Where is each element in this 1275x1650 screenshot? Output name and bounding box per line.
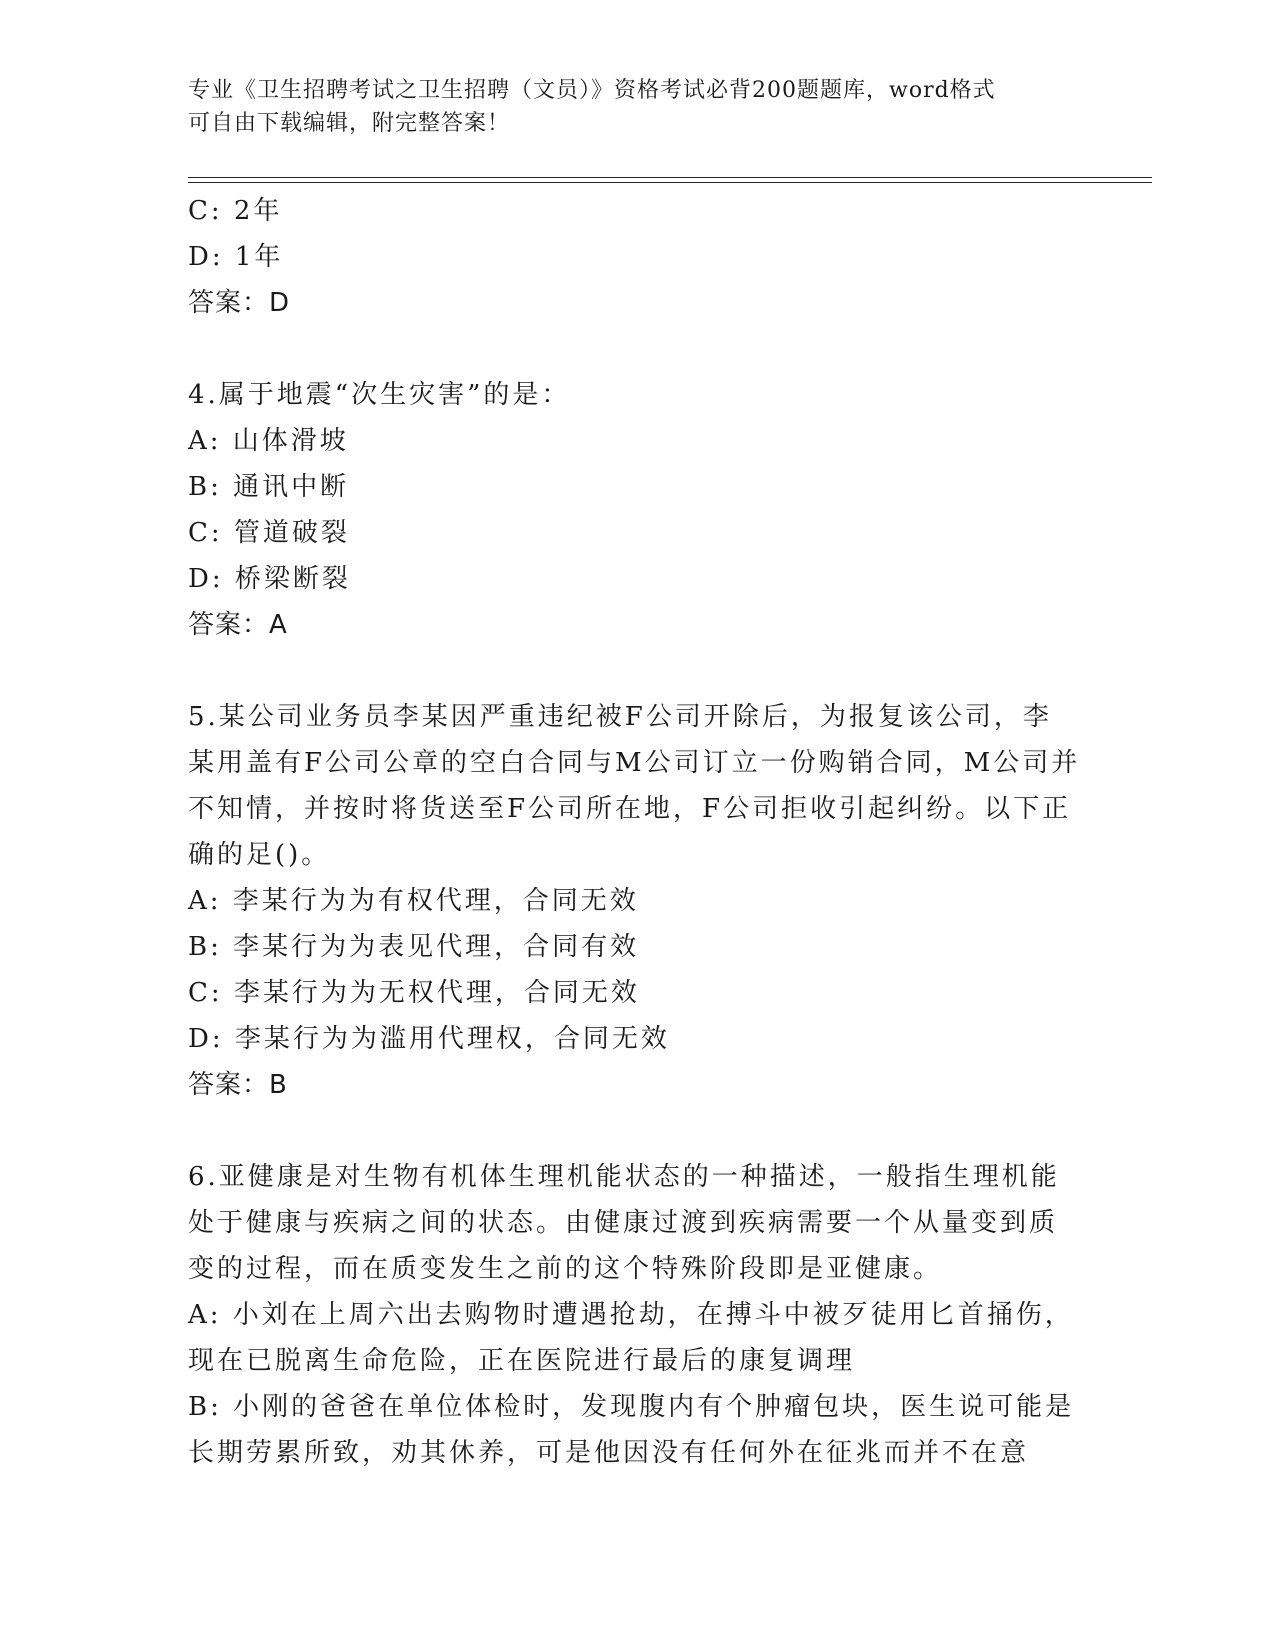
answer-label: 答案：D <box>188 288 291 318</box>
document-header <box>188 74 1088 140</box>
option-b: B: 通讯中断 <box>188 472 350 502</box>
option-b-line: B: 小刚的爸爸在单位体检时，发现腹内有个肿瘤包块，医生说可能是 <box>188 1392 1075 1422</box>
option-b: B: 李某行为为表见代理，合同有效 <box>188 932 640 962</box>
question-stem-line: 处于健康与疾病之间的状态。由健康过渡到疾病需要一个从量变到质 <box>188 1208 1059 1238</box>
option-c: C: 李某行为为无权代理，合同无效 <box>188 978 640 1008</box>
question-3-tail <box>188 188 1088 326</box>
question-4 <box>188 372 1088 648</box>
spacer <box>188 648 1088 694</box>
option-a: A: 山体滑坡 <box>188 426 349 456</box>
option-a: A: 李某行为为有权代理，合同无效 <box>188 886 639 916</box>
option-d: D: 1年 <box>188 242 284 272</box>
question-stem-line: 5.某公司业务员李某因严重违纪被F公司开除后，为报复该公司，李 <box>188 702 1052 732</box>
question-stem-line: 确的足()。 <box>188 840 331 870</box>
option-a-line: 现在已脱离生命危险，正在医院进行最后的康复调理 <box>188 1346 856 1376</box>
header-line-2: 可自由下载编辑，附完整答案！ <box>188 111 511 136</box>
header-line-1: 专业《卫生招聘考试之卫生招聘（文员）》资格考试必背200题题库，word格式 <box>188 78 996 103</box>
answer-label: 答案：A <box>188 610 288 640</box>
answer-label: 答案：B <box>188 1070 288 1100</box>
question-stem-line: 某用盖有F公司公章的空白合同与M公司订立一份购销合同，M公司并 <box>188 748 1081 778</box>
question-stem: 4.属于地震“次生灾害”的是： <box>188 380 571 410</box>
document-body <box>188 188 1088 1476</box>
spacer <box>188 1108 1088 1154</box>
spacer <box>188 326 1088 372</box>
question-stem-line: 6.亚健康是对生物有机体生理机能状态的一种描述，一般指生理机能 <box>188 1162 1060 1192</box>
option-d: D: 李某行为为滥用代理权，合同无效 <box>188 1024 670 1054</box>
option-b-line: 长期劳累所致，劝其休养，可是他因没有任何外在征兆而并不在意 <box>188 1438 1030 1468</box>
question-5 <box>188 694 1088 1108</box>
option-c: C: 管道破裂 <box>188 518 350 548</box>
question-stem-line: 变的过程，而在质变发生之前的这个特殊阶段即是亚健康。 <box>188 1254 943 1284</box>
header-double-rule <box>188 177 1152 183</box>
option-a-line: A: 小刘在上周六出去购物时遭遇抢劫，在搏斗中被歹徒用匕首捅伤， <box>188 1300 1074 1330</box>
option-c: C: 2年 <box>188 196 283 226</box>
question-6 <box>188 1154 1088 1476</box>
option-d: D: 桥梁断裂 <box>188 564 351 594</box>
question-stem-line: 不知情，并按时将货送至F公司所在地，F公司拒收引起纠纷。以下正 <box>188 794 1072 824</box>
